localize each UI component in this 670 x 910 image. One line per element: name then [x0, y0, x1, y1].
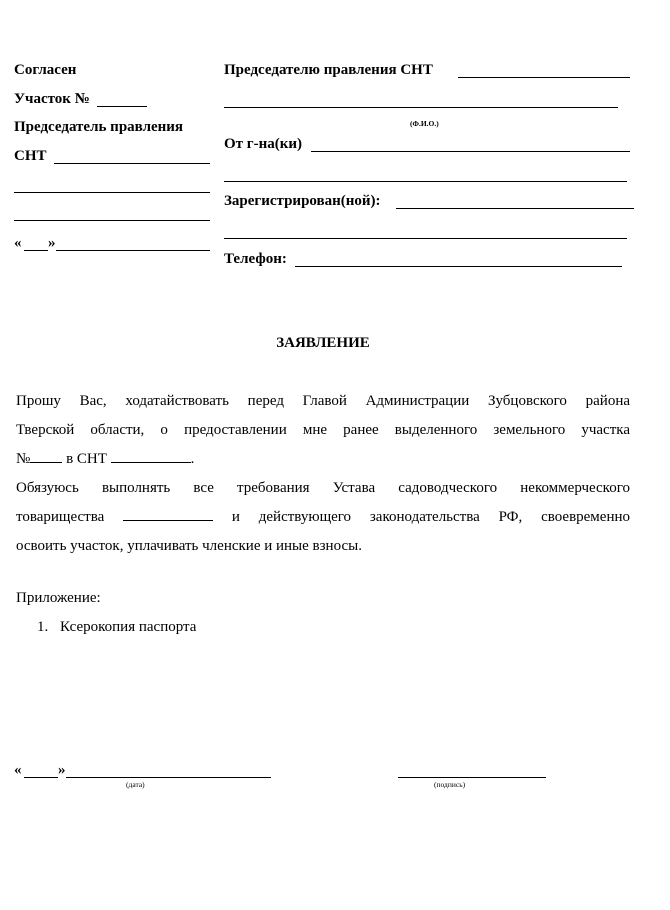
body-partnership-name-field[interactable] — [123, 519, 213, 521]
line5-rest: и действующего законодательства РФ, своевременно — [231, 509, 631, 525]
sign-date-quote-close: » — [58, 762, 66, 778]
fio-caption: (Ф.И.О.) — [410, 119, 439, 128]
body-line-3 — [16, 445, 630, 474]
signature-field[interactable] — [398, 762, 546, 778]
from-label: От г-на(ки) — [224, 136, 303, 152]
body-plot-number-field[interactable] — [30, 461, 62, 463]
left-date-day-field[interactable] — [24, 235, 48, 251]
phone-label: Телефон: — [224, 251, 287, 267]
attachments-heading: Приложение: — [16, 590, 101, 606]
line3-period: . — [190, 451, 195, 467]
request-paragraph — [16, 387, 630, 561]
attachment-item-number: 1. — [37, 619, 49, 635]
body-snt-name-field[interactable] — [111, 461, 191, 463]
body-line-4: Обязуюсь выполнять все требования Устава садоводческого некоммерческого — [16, 480, 630, 496]
sign-date-day-field[interactable] — [24, 762, 58, 778]
addressee-label: Председателю правления СНТ — [224, 62, 433, 78]
attachment-item-text: Ксерокопия паспорта — [60, 619, 197, 635]
left-date-quote-close: » — [48, 235, 56, 251]
snt-prefix: в СНТ — [66, 451, 107, 467]
body-line-1: Прошу Вас, ходатайствовать перед Главой Администрации Зубцовского района — [16, 393, 630, 409]
from-name-field[interactable] — [311, 136, 630, 152]
chair-label-line1: Председатель правления — [14, 119, 184, 135]
body-line-5 — [16, 503, 630, 532]
chair-name-field-2[interactable] — [14, 205, 210, 221]
chair-name-field-1[interactable] — [14, 177, 210, 193]
addressee-snt-field[interactable] — [458, 62, 630, 78]
partnership-word: товарищества — [16, 509, 105, 525]
registered-address-field[interactable] — [396, 193, 634, 209]
chair-label-line2: СНТ — [14, 148, 47, 164]
document-title: ЗАЯВЛЕНИЕ — [276, 335, 370, 351]
registered-label: Зарегистрирован(ной): — [224, 193, 381, 209]
agreed-label: Согласен — [14, 62, 77, 78]
body-line-6: освоить участок, уплачивать членские и иные взносы. — [16, 538, 362, 554]
plot-number-prefix: № — [16, 451, 31, 467]
sign-date-quote-open: « — [14, 762, 22, 778]
left-date-quote-open: « — [14, 235, 22, 251]
registered-address-field-2[interactable] — [224, 223, 627, 239]
signature-caption: (подпись) — [434, 780, 466, 789]
date-caption: (дата) — [126, 780, 145, 789]
body-line-2: Тверской области, о предоставлении мне ранее выделенного земельного участка — [16, 422, 630, 438]
chair-snt-field[interactable] — [54, 148, 210, 164]
left-date-month-field[interactable] — [56, 235, 210, 251]
plot-label: Участок № — [14, 91, 90, 107]
sign-date-month-field[interactable] — [66, 762, 271, 778]
phone-field[interactable] — [295, 251, 622, 267]
from-name-field-2[interactable] — [224, 166, 627, 182]
addressee-name-field[interactable] — [224, 92, 618, 108]
plot-number-field[interactable] — [97, 91, 147, 107]
